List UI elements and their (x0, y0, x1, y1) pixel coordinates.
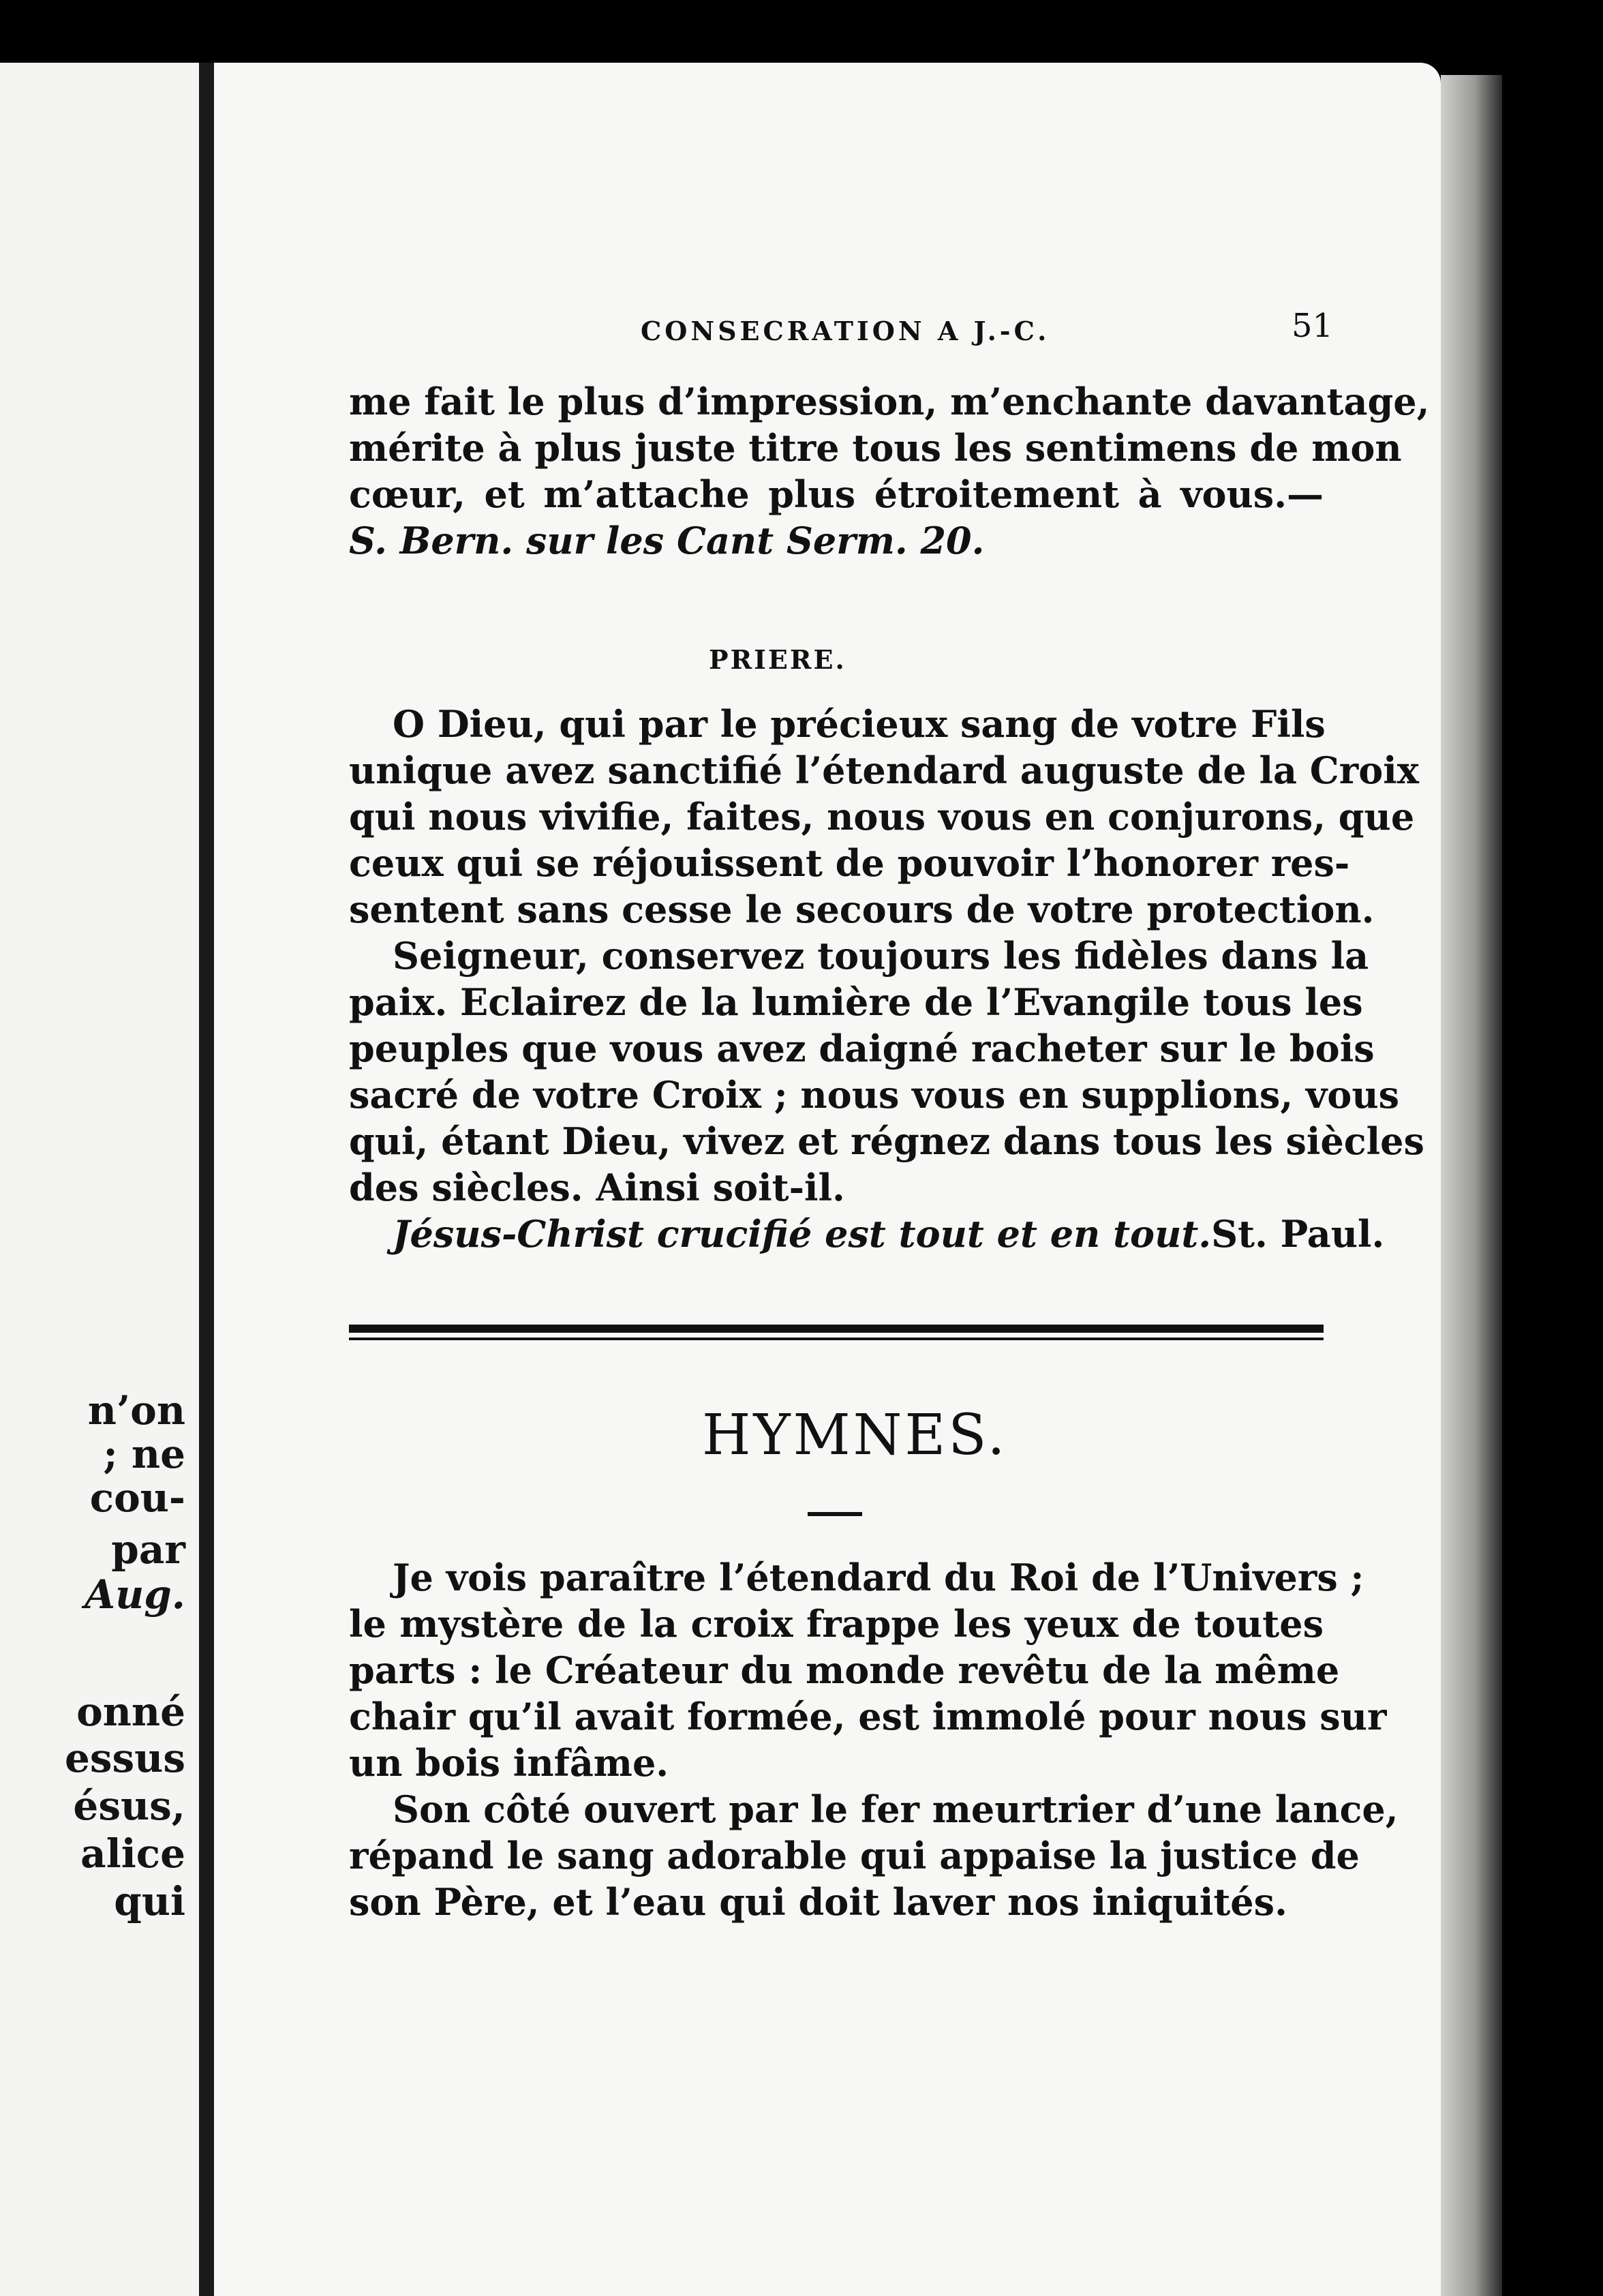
text-line: peuples que vous avez daigné racheter sur le bois (349, 1027, 1375, 1070)
section-divider-thin (349, 1338, 1324, 1340)
text-line: unique avez sanctifié l’étendard auguste de la Croix (349, 749, 1419, 792)
hymns-paragraph-1 (349, 1554, 1387, 1786)
facing-page-fragment: onné (76, 1689, 185, 1735)
book-gutter (199, 63, 214, 2296)
epigraph (349, 1211, 1385, 1257)
facing-page-fragment: qui (114, 1878, 185, 1924)
section-heading-prayer: PRIERE. (709, 644, 846, 675)
prayer-paragraph-1 (349, 701, 1419, 933)
text-line: un bois infâme. (349, 1741, 669, 1785)
epigraph-quote: Jésus-Christ crucifié est tout et en tout. (393, 1212, 1212, 1256)
prayer-paragraph-2 (349, 933, 1424, 1211)
facing-page-fragment: alice (80, 1830, 185, 1877)
section-heading-hymns: HYMNES. (702, 1403, 1008, 1468)
text-line: qui, étant Dieu, vivez et régnez dans tous les siècles (349, 1119, 1424, 1163)
facing-page-fragment: essus (64, 1735, 185, 1781)
text-line: Son côté ouvert par le fer meurtrier d’une lance, (393, 1787, 1399, 1831)
hymns-paragraph-2 (349, 1786, 1399, 1925)
facing-page-fragment: n’on (87, 1387, 185, 1434)
text-line: sacré de votre Croix ; nous vous en supplions, vous (349, 1073, 1399, 1117)
text-line: O Dieu, qui par le précieux sang de votre Fils (393, 702, 1326, 746)
facing-page-fragment: cou- (89, 1475, 185, 1521)
text-line: ceux qui se réjouissent de pouvoir l’honorer res- (349, 841, 1350, 885)
text-line: son Père, et l’eau qui doit laver nos iniquités. (349, 1880, 1287, 1924)
text-line: Je vois paraître l’étendard du Roi de l’Univers ; (393, 1556, 1364, 1599)
facing-page (0, 63, 199, 2296)
facing-page-fragment: Aug. (85, 1571, 185, 1618)
text-line: chair qu’il avait formée, est immolé pour nous sur (349, 1695, 1387, 1738)
text-line: qui nous vivifie, faites, nous vous en conjurons, que (349, 795, 1415, 839)
text-line: cœur, et m’attache plus étroitement à vous.— (349, 472, 1324, 516)
epigraph-attribution: St. Paul. (1211, 1212, 1385, 1256)
text-line: des siècles. Ainsi soit-il. (349, 1166, 845, 1209)
facing-page-fragment: par (111, 1526, 185, 1573)
running-head: CONSECRATION A J.-C. (641, 316, 1050, 346)
text-line: le mystère de la croix frappe les yeux de toutes (349, 1602, 1324, 1646)
text-line: répand le sang adorable qui appaise la justice de (349, 1834, 1360, 1877)
text-line: paix. Eclairez de la lumière de l’Evangile tous les (349, 980, 1363, 1024)
heading-dash (808, 1512, 862, 1516)
facing-page-fragment: ésus, (73, 1783, 185, 1829)
text-line: Seigneur, conservez toujours les fidèles dans la (393, 934, 1369, 978)
text-line: mérite à plus juste titre tous les sentimens de mon (349, 426, 1402, 470)
page-edge (1441, 75, 1502, 2296)
opening-paragraph (349, 378, 1430, 564)
citation: S. Bern. sur les Cant Serm. 20. (349, 519, 985, 562)
text-line: parts : le Créateur du monde revêtu de la même (349, 1648, 1340, 1692)
text-line: me fait le plus d’impression, m’enchante davantage, (349, 380, 1430, 423)
page-number: 51 (1292, 307, 1334, 345)
facing-page-fragment: ; ne (103, 1431, 185, 1477)
text-line: sentent sans cesse le secours de votre protection. (349, 888, 1375, 931)
section-divider-thick (349, 1325, 1324, 1333)
